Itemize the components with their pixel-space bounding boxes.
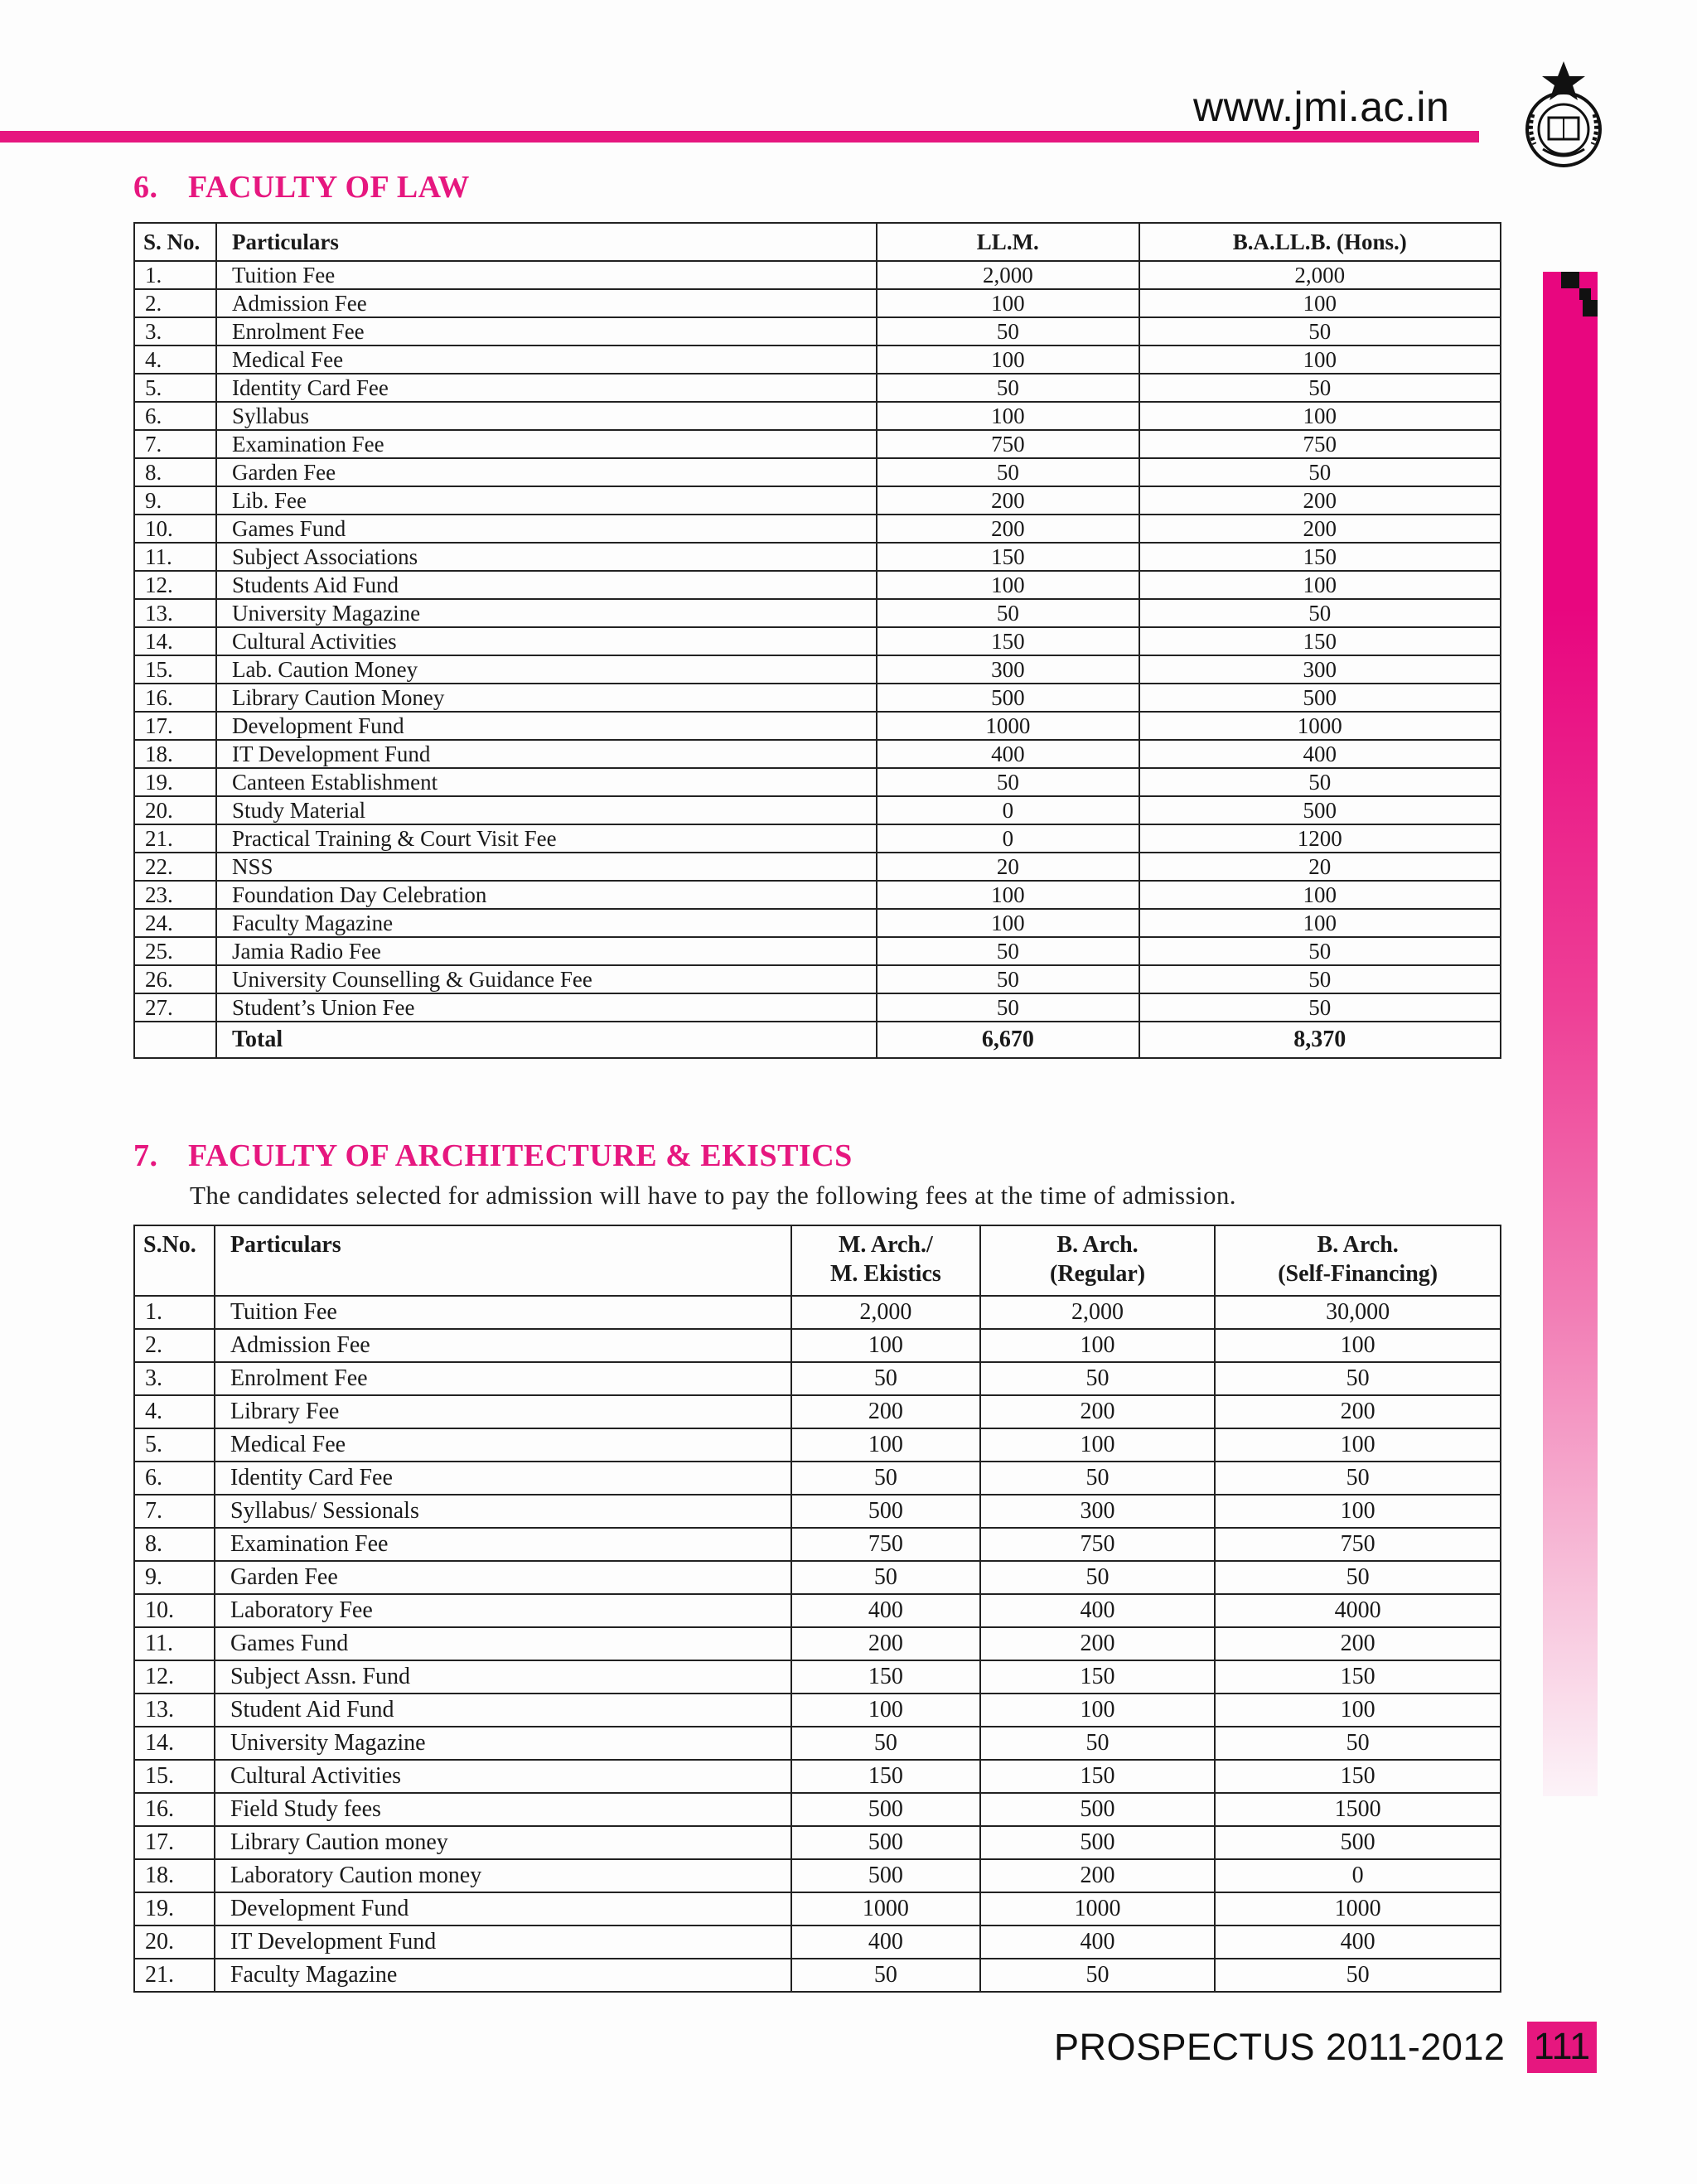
particulars-cell: Cultural Activities <box>216 627 877 655</box>
table-row <box>134 1462 1501 1495</box>
serial-cell: 9. <box>134 1561 215 1594</box>
fee-cell: 50 <box>1215 1561 1501 1594</box>
column-header: LL.M. <box>877 223 1139 261</box>
section-title: FACULTY OF LAW <box>188 170 470 205</box>
fee-cell: 300 <box>877 655 1139 684</box>
decor-square <box>1561 272 1579 288</box>
serial-cell: 2. <box>134 1329 215 1362</box>
fee-cell: 200 <box>980 1395 1216 1428</box>
fee-cell: 200 <box>1215 1395 1501 1428</box>
serial-cell: 7. <box>134 430 216 458</box>
table-header-row <box>134 1225 1501 1296</box>
column-header: Particulars <box>215 1225 791 1296</box>
particulars-cell: University Counselling & Guidance Fee <box>216 965 877 993</box>
particulars-cell: University Magazine <box>215 1727 791 1760</box>
serial-cell: 21. <box>134 824 216 853</box>
table-row <box>134 1694 1501 1727</box>
table-row <box>134 881 1501 909</box>
fee-cell: 50 <box>877 317 1139 345</box>
table-row <box>134 1925 1501 1959</box>
table-row <box>134 1727 1501 1760</box>
fee-cell: 400 <box>791 1594 980 1627</box>
total-label: Total <box>216 1022 877 1058</box>
serial-cell: 8. <box>134 458 216 486</box>
fee-cell: 500 <box>1139 796 1501 824</box>
serial-cell: 7. <box>134 1495 215 1528</box>
fee-cell: 400 <box>1215 1925 1501 1959</box>
table-row <box>134 1826 1501 1859</box>
table-row <box>134 458 1501 486</box>
table-row <box>134 1859 1501 1892</box>
law-fee-table <box>133 222 1501 1059</box>
table-header-row <box>134 223 1501 261</box>
column-header: B. Arch. (Self-Financing) <box>1215 1225 1501 1296</box>
particulars-cell: NSS <box>216 853 877 881</box>
particulars-cell: Games Fund <box>215 1627 791 1660</box>
particulars-cell: Lib. Fee <box>216 486 877 515</box>
fee-cell: 100 <box>1139 402 1501 430</box>
table-row <box>134 374 1501 402</box>
particulars-cell: Foundation Day Celebration <box>216 881 877 909</box>
fee-cell: 100 <box>1215 1694 1501 1727</box>
fee-cell: 1000 <box>1139 712 1501 740</box>
fee-cell: 100 <box>877 909 1139 937</box>
table-row <box>134 515 1501 543</box>
table-row <box>134 909 1501 937</box>
particulars-cell: Enrolment Fee <box>215 1362 791 1395</box>
serial-cell: 10. <box>134 515 216 543</box>
particulars-cell: Library Fee <box>215 1395 791 1428</box>
fee-cell: 200 <box>1139 486 1501 515</box>
table-row <box>134 1594 1501 1627</box>
fee-cell: 150 <box>877 627 1139 655</box>
fee-cell: 50 <box>791 1362 980 1395</box>
column-header: B. Arch. (Regular) <box>980 1225 1216 1296</box>
fee-cell: 750 <box>980 1528 1216 1561</box>
table-row <box>134 486 1501 515</box>
serial-cell: 23. <box>134 881 216 909</box>
fee-cell: 50 <box>980 1959 1216 1992</box>
fee-cell: 400 <box>980 1925 1216 1959</box>
serial-cell: 21. <box>134 1959 215 1992</box>
fee-cell: 1000 <box>877 712 1139 740</box>
fee-cell: 100 <box>877 289 1139 317</box>
column-header: S. No. <box>134 223 216 261</box>
particulars-cell: Examination Fee <box>216 430 877 458</box>
fee-cell: 0 <box>877 796 1139 824</box>
fee-cell: 50 <box>1215 1462 1501 1495</box>
fee-cell: 50 <box>877 937 1139 965</box>
university-logo-icon <box>1510 56 1617 172</box>
particulars-cell: Development Fund <box>216 712 877 740</box>
serial-cell: 11. <box>134 1627 215 1660</box>
fee-cell: 150 <box>877 543 1139 571</box>
fee-cell: 500 <box>791 1826 980 1859</box>
particulars-cell: Medical Fee <box>215 1428 791 1462</box>
particulars-cell: IT Development Fund <box>216 740 877 768</box>
table-row <box>134 571 1501 599</box>
section-heading-law <box>133 169 470 205</box>
table-row <box>134 1959 1501 1992</box>
particulars-cell: Games Fund <box>216 515 877 543</box>
fee-cell: 50 <box>877 599 1139 627</box>
fee-cell: 200 <box>791 1395 980 1428</box>
particulars-cell: IT Development Fund <box>215 1925 791 1959</box>
fee-cell: 200 <box>1139 515 1501 543</box>
fee-cell: 100 <box>1215 1495 1501 1528</box>
serial-cell: 6. <box>134 402 216 430</box>
fee-cell: 150 <box>791 1660 980 1694</box>
fee-cell: 100 <box>877 571 1139 599</box>
architecture-fee-table <box>133 1225 1501 1993</box>
section-title: FACULTY OF ARCHITECTURE & EKISTICS <box>188 1138 853 1173</box>
particulars-cell: Admission Fee <box>216 289 877 317</box>
total-row <box>134 1022 1501 1058</box>
fee-cell: 150 <box>791 1760 980 1793</box>
serial-cell: 13. <box>134 599 216 627</box>
fee-cell: 500 <box>791 1793 980 1826</box>
fee-cell: 1200 <box>1139 824 1501 853</box>
table-row <box>134 1561 1501 1594</box>
table-row <box>134 965 1501 993</box>
fee-cell: 750 <box>1215 1528 1501 1561</box>
table-row <box>134 712 1501 740</box>
decor-square <box>1579 288 1591 300</box>
fee-cell: 20 <box>1139 853 1501 881</box>
table-row <box>134 430 1501 458</box>
particulars-cell: Identity Card Fee <box>216 374 877 402</box>
table-row <box>134 261 1501 289</box>
serial-cell: 1. <box>134 1296 215 1329</box>
total-cell <box>134 1022 216 1058</box>
serial-cell: 20. <box>134 1925 215 1959</box>
serial-cell: 15. <box>134 655 216 684</box>
fee-cell: 100 <box>980 1694 1216 1727</box>
fee-cell: 150 <box>1139 543 1501 571</box>
serial-cell: 1. <box>134 261 216 289</box>
table-row <box>134 1362 1501 1395</box>
fee-cell: 200 <box>877 486 1139 515</box>
table-row <box>134 1793 1501 1826</box>
particulars-cell: Examination Fee <box>215 1528 791 1561</box>
serial-cell: 8. <box>134 1528 215 1561</box>
particulars-cell: Tuition Fee <box>215 1296 791 1329</box>
table-row <box>134 317 1501 345</box>
fee-cell: 50 <box>791 1561 980 1594</box>
fee-cell: 400 <box>877 740 1139 768</box>
fee-cell: 100 <box>791 1428 980 1462</box>
serial-cell: 18. <box>134 1859 215 1892</box>
table-row <box>134 853 1501 881</box>
serial-cell: 19. <box>134 1892 215 1925</box>
particulars-cell: Garden Fee <box>215 1561 791 1594</box>
footer-title: PROSPECTUS 2011-2012 <box>1054 2026 1506 2068</box>
fee-cell: 50 <box>877 965 1139 993</box>
serial-cell: 4. <box>134 345 216 374</box>
serial-cell: 24. <box>134 909 216 937</box>
serial-cell: 6. <box>134 1462 215 1495</box>
serial-cell: 12. <box>134 1660 215 1694</box>
serial-cell: 9. <box>134 486 216 515</box>
fee-cell: 50 <box>877 993 1139 1022</box>
particulars-cell: Admission Fee <box>215 1329 791 1362</box>
fee-cell: 100 <box>1139 345 1501 374</box>
page-number: 111 <box>1533 2025 1591 2067</box>
serial-cell: 16. <box>134 1793 215 1826</box>
table-row <box>134 1892 1501 1925</box>
serial-cell: 17. <box>134 712 216 740</box>
particulars-cell: Faculty Magazine <box>215 1959 791 1992</box>
fee-cell: 20 <box>877 853 1139 881</box>
fee-cell: 100 <box>1139 881 1501 909</box>
serial-cell: 17. <box>134 1826 215 1859</box>
table-row <box>134 824 1501 853</box>
fee-cell: 100 <box>980 1329 1216 1362</box>
fee-cell: 50 <box>791 1959 980 1992</box>
fee-cell: 100 <box>980 1428 1216 1462</box>
particulars-cell: Jamia Radio Fee <box>216 937 877 965</box>
total-cell: 6,670 <box>877 1022 1139 1058</box>
fee-cell: 1000 <box>980 1892 1216 1925</box>
fee-cell: 2,000 <box>980 1296 1216 1329</box>
particulars-cell: Field Study fees <box>215 1793 791 1826</box>
fee-cell: 0 <box>877 824 1139 853</box>
decor-square <box>1583 300 1598 316</box>
serial-cell: 4. <box>134 1395 215 1428</box>
fee-cell: 500 <box>1215 1826 1501 1859</box>
total-cell: 8,370 <box>1139 1022 1501 1058</box>
fee-cell: 50 <box>980 1561 1216 1594</box>
particulars-cell: Study Material <box>216 796 877 824</box>
fee-cell: 200 <box>980 1627 1216 1660</box>
column-header: B.A.LL.B. (Hons.) <box>1139 223 1501 261</box>
particulars-cell: Laboratory Caution money <box>215 1859 791 1892</box>
serial-cell: 12. <box>134 571 216 599</box>
fee-cell: 0 <box>1215 1859 1501 1892</box>
particulars-cell: Laboratory Fee <box>215 1594 791 1627</box>
fee-cell: 50 <box>1139 965 1501 993</box>
fee-cell: 750 <box>877 430 1139 458</box>
serial-cell: 22. <box>134 853 216 881</box>
column-header: Particulars <box>216 223 877 261</box>
fee-cell: 1000 <box>1215 1892 1501 1925</box>
fee-cell: 100 <box>791 1329 980 1362</box>
table-row <box>134 1428 1501 1462</box>
serial-cell: 3. <box>134 1362 215 1395</box>
fee-cell: 100 <box>877 881 1139 909</box>
fee-cell: 50 <box>1215 1727 1501 1760</box>
fee-cell: 500 <box>980 1826 1216 1859</box>
fee-cell: 100 <box>1139 909 1501 937</box>
particulars-cell: Development Fund <box>215 1892 791 1925</box>
fee-cell: 2,000 <box>1139 261 1501 289</box>
fee-cell: 150 <box>980 1760 1216 1793</box>
fee-cell: 100 <box>1215 1329 1501 1362</box>
fee-cell: 1500 <box>1215 1793 1501 1826</box>
table-row <box>134 796 1501 824</box>
column-header: M. Arch./ M. Ekistics <box>791 1225 980 1296</box>
table-row <box>134 1760 1501 1793</box>
particulars-cell: Library Caution money <box>215 1826 791 1859</box>
fee-cell: 50 <box>1139 317 1501 345</box>
particulars-cell: Students Aid Fund <box>216 571 877 599</box>
fee-cell: 100 <box>1215 1428 1501 1462</box>
fee-cell: 150 <box>980 1660 1216 1694</box>
particulars-cell: Medical Fee <box>216 345 877 374</box>
table-row <box>134 289 1501 317</box>
table-row <box>134 1660 1501 1694</box>
fee-cell: 4000 <box>1215 1594 1501 1627</box>
fee-cell: 150 <box>1215 1760 1501 1793</box>
column-header: S.No. <box>134 1225 215 1296</box>
table-row <box>134 1627 1501 1660</box>
fee-cell: 300 <box>980 1495 1216 1528</box>
fee-cell: 1000 <box>791 1892 980 1925</box>
fee-cell: 50 <box>980 1362 1216 1395</box>
fee-cell: 100 <box>791 1694 980 1727</box>
fee-cell: 200 <box>980 1859 1216 1892</box>
particulars-cell: Lab. Caution Money <box>216 655 877 684</box>
fee-cell: 50 <box>877 374 1139 402</box>
particulars-cell: Student Aid Fund <box>215 1694 791 1727</box>
fee-cell: 500 <box>791 1859 980 1892</box>
serial-cell: 5. <box>134 1428 215 1462</box>
table-row <box>134 655 1501 684</box>
fee-cell: 50 <box>791 1727 980 1760</box>
serial-cell: 16. <box>134 684 216 712</box>
header-rule <box>0 131 1479 143</box>
serial-cell: 27. <box>134 993 216 1022</box>
fee-cell: 50 <box>1139 458 1501 486</box>
table-row <box>134 740 1501 768</box>
fee-cell: 300 <box>1139 655 1501 684</box>
table-row <box>134 1395 1501 1428</box>
fee-cell: 400 <box>980 1594 1216 1627</box>
particulars-cell: Syllabus <box>216 402 877 430</box>
serial-cell: 11. <box>134 543 216 571</box>
fee-cell: 50 <box>791 1462 980 1495</box>
fee-cell: 150 <box>1139 627 1501 655</box>
fee-cell: 500 <box>791 1495 980 1528</box>
particulars-cell: Practical Training & Court Visit Fee <box>216 824 877 853</box>
fee-cell: 50 <box>980 1727 1216 1760</box>
fee-cell: 50 <box>1215 1362 1501 1395</box>
table-row <box>134 402 1501 430</box>
fee-cell: 50 <box>1139 599 1501 627</box>
serial-cell: 3. <box>134 317 216 345</box>
particulars-cell: Tuition Fee <box>216 261 877 289</box>
table-row <box>134 627 1501 655</box>
decorative-side-bar <box>1543 272 1598 1796</box>
fee-cell: 200 <box>877 515 1139 543</box>
section-heading-architecture <box>133 1138 853 1174</box>
serial-cell: 15. <box>134 1760 215 1793</box>
table-row <box>134 599 1501 627</box>
particulars-cell: Cultural Activities <box>215 1760 791 1793</box>
fee-cell: 100 <box>1139 571 1501 599</box>
particulars-cell: Library Caution Money <box>216 684 877 712</box>
fee-cell: 2,000 <box>791 1296 980 1329</box>
site-url[interactable]: www.jmi.ac.in <box>1193 84 1450 130</box>
particulars-cell: Subject Assn. Fund <box>215 1660 791 1694</box>
table-row <box>134 768 1501 796</box>
table-row <box>134 1329 1501 1362</box>
particulars-cell: Identity Card Fee <box>215 1462 791 1495</box>
table-row <box>134 993 1501 1022</box>
fee-cell: 500 <box>980 1793 1216 1826</box>
fee-cell: 50 <box>1139 768 1501 796</box>
serial-cell: 20. <box>134 796 216 824</box>
fee-cell: 2,000 <box>877 261 1139 289</box>
table-row <box>134 1495 1501 1528</box>
fee-cell: 200 <box>1215 1627 1501 1660</box>
fee-cell: 500 <box>877 684 1139 712</box>
table-row <box>134 684 1501 712</box>
fee-cell: 30,000 <box>1215 1296 1501 1329</box>
serial-cell: 19. <box>134 768 216 796</box>
particulars-cell: Student’s Union Fee <box>216 993 877 1022</box>
serial-cell: 18. <box>134 740 216 768</box>
section-number: 7. <box>133 1138 158 1173</box>
section-number: 6. <box>133 170 158 205</box>
table-row <box>134 1528 1501 1561</box>
fee-cell: 150 <box>1215 1660 1501 1694</box>
fee-cell: 750 <box>791 1528 980 1561</box>
table-row <box>134 345 1501 374</box>
fee-cell: 100 <box>877 402 1139 430</box>
serial-cell: 14. <box>134 627 216 655</box>
serial-cell: 14. <box>134 1727 215 1760</box>
fee-cell: 200 <box>791 1627 980 1660</box>
fee-cell: 400 <box>791 1925 980 1959</box>
particulars-cell: University Magazine <box>216 599 877 627</box>
fee-cell: 50 <box>1139 993 1501 1022</box>
fee-cell: 50 <box>877 768 1139 796</box>
fee-cell: 500 <box>1139 684 1501 712</box>
section-intro-text: The candidates selected for admission will have to pay the following fees at the time of admission. <box>190 1181 1236 1210</box>
particulars-cell: Syllabus/ Sessionals <box>215 1495 791 1528</box>
particulars-cell: Enrolment Fee <box>216 317 877 345</box>
serial-cell: 13. <box>134 1694 215 1727</box>
fee-cell: 750 <box>1139 430 1501 458</box>
fee-cell: 50 <box>1139 937 1501 965</box>
particulars-cell: Subject Associations <box>216 543 877 571</box>
table-row <box>134 937 1501 965</box>
fee-cell: 50 <box>1215 1959 1501 1992</box>
serial-cell: 25. <box>134 937 216 965</box>
particulars-cell: Garden Fee <box>216 458 877 486</box>
serial-cell: 2. <box>134 289 216 317</box>
particulars-cell: Canteen Establishment <box>216 768 877 796</box>
fee-cell: 100 <box>877 345 1139 374</box>
fee-cell: 400 <box>1139 740 1501 768</box>
fee-cell: 50 <box>877 458 1139 486</box>
serial-cell: 10. <box>134 1594 215 1627</box>
table-row <box>134 1296 1501 1329</box>
fee-cell: 100 <box>1139 289 1501 317</box>
particulars-cell: Faculty Magazine <box>216 909 877 937</box>
fee-cell: 50 <box>1139 374 1501 402</box>
fee-cell: 50 <box>980 1462 1216 1495</box>
serial-cell: 26. <box>134 965 216 993</box>
table-row <box>134 543 1501 571</box>
serial-cell: 5. <box>134 374 216 402</box>
